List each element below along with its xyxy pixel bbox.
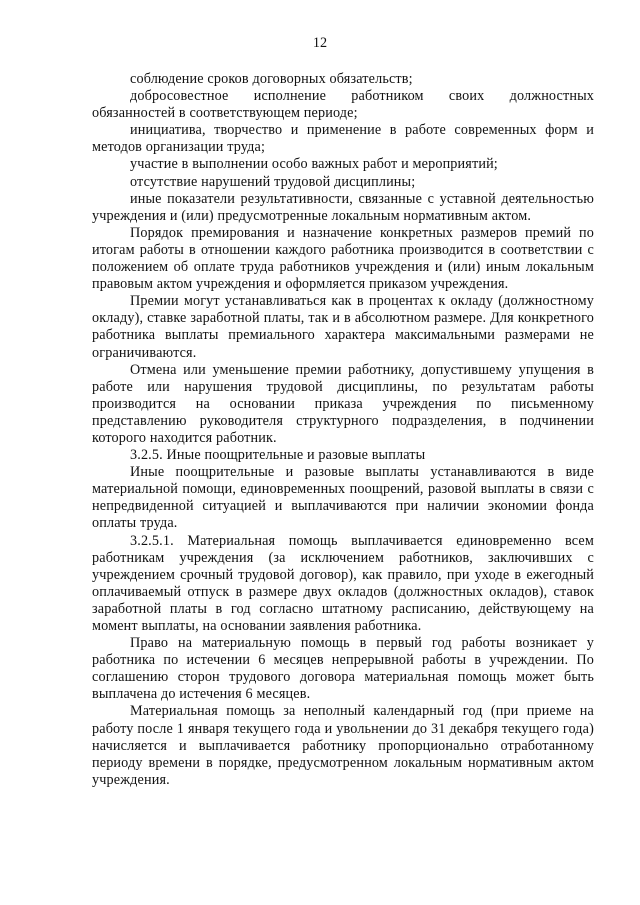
- paragraph: Порядок премирования и назначение конкретных размеров премий по итогам работы в отношении каждого работника производится в соответствии с положением об оплате труда работников учреждения и (или) иным локальным правовым актом учреждения и оформляется приказом учреждения.: [92, 224, 594, 293]
- paragraph: Право на материальную помощь в первый год работы возникает у работника по истечении 6 месяцев непрерывной работы в учреждении. По соглашению сторон трудового договора материальная помощь может быть выплачена до истечения 6 месяцев.: [92, 635, 594, 703]
- paragraph: Иные поощрительные и разовые выплаты устанавливаются в виде материальной помощи, единовременных поощрений, разовой выплаты в связи с непредвиденной ситуацией и выплачиваются при наличии экономии фонда оплаты труда.: [92, 464, 594, 532]
- paragraph: 3.2.5.1. Материальная помощь выплачивается единовременно всем работникам учреждения (за исключением работников, заключивших с учреждением срочный трудовой договор), как правило, при уходе в ежегодный оплачиваемый отпуск в размере двух окладов (должностных окладов), ставок заработной платы в год согласно штатному расписанию, действующему на момент выплаты, на основании заявления работника.: [92, 532, 594, 634]
- paragraph: отсутствие нарушений трудовой дисциплины;: [130, 173, 416, 190]
- paragraph: участие в выполнении особо важных работ и мероприятий;: [130, 156, 498, 173]
- page-number: 12: [312, 35, 328, 51]
- paragraph: Отмена или уменьшение премии работнику, допустившему упущения в работе или нарушения трудовой дисциплины, по результатам работы производится на основании приказа учреждения по письменному представлению руководителя структурного подразделения, в подчинении которого находится работник.: [92, 361, 594, 446]
- paragraph: иные показатели результативности, связанные с уставной деятельностью учреждения и (или) предусмотренные локальным нормативным актом.: [92, 190, 594, 224]
- section-heading: 3.2.5. Иные поощрительные и разовые выплаты: [130, 447, 426, 464]
- paragraph: Материальная помощь за неполный календарный год (при приеме на работу после 1 января текущего года и увольнении до 31 декабря текущего года) начисляется и выплачивается работнику пропорционально отработанному периоду времени в порядке, предусмотренном локальным нормативным актом учреждения.: [92, 703, 594, 788]
- document-body: [92, 71, 594, 789]
- paragraph: соблюдение сроков договорных обязательств;: [130, 71, 413, 87]
- paragraph: добросовестное исполнение работником своих должностных обязанностей в соответствующем периоде;: [92, 88, 594, 122]
- paragraph: Премии могут устанавливаться как в процентах к окладу (должностному окладу), ставке заработной платы, так и в абсолютном размере. Для конкретного работника выплаты премиального характера максимальными размерами не ограничиваются.: [92, 293, 594, 361]
- paragraph: инициатива, творчество и применение в работе современных форм и методов организации труда;: [92, 122, 594, 156]
